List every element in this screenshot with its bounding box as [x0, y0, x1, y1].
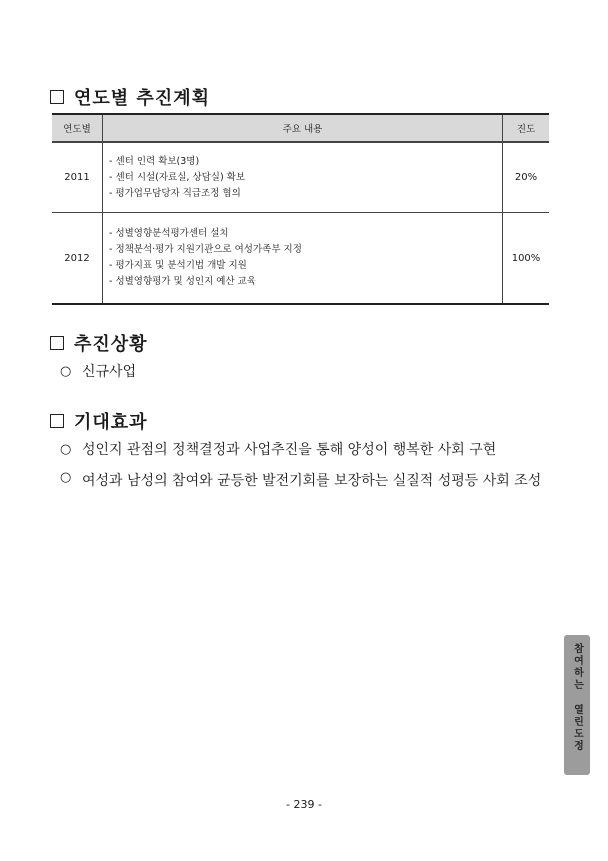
status-item-text: 신규사업	[82, 364, 137, 380]
content-item: - 평가지표 및 분석기법 개발 지원	[109, 260, 247, 271]
circle-bullet-icon: ○	[60, 470, 72, 485]
content-item: - 성별영향평가 및 성인지 예산 교육	[109, 276, 257, 287]
content-item: - 센터 인력 확보(3명)	[109, 155, 200, 167]
row-content	[103, 142, 503, 213]
side-tab-label: 참여하는 열린도정	[571, 643, 583, 752]
header-year: 연도별	[52, 114, 103, 142]
yearly-plan-table	[52, 113, 549, 305]
checkbox-square-icon	[50, 336, 64, 350]
effect-bullet	[60, 438, 550, 462]
table-header-row	[52, 114, 549, 142]
chapter-side-tab	[564, 635, 590, 775]
content-item: - 센터 시설(자료실, 상담실) 확보	[109, 171, 246, 183]
table-row	[52, 142, 549, 213]
checkbox-square-icon	[50, 90, 64, 104]
row-progress: 100%	[503, 213, 550, 305]
header-content: 주요 내용	[103, 114, 503, 142]
circle-bullet-icon: ○	[60, 364, 72, 379]
status-title-text: 추진상황	[74, 334, 148, 355]
row-content	[103, 213, 503, 305]
effect-section-title	[50, 408, 148, 434]
plan-section-title	[50, 84, 210, 110]
status-bullet	[60, 360, 136, 384]
content-item: - 정책분석·평가 지원기관으로 여성가족부 지정	[109, 244, 302, 255]
circle-bullet-icon: ○	[60, 442, 72, 457]
effect-item-text: 성인지 관점의 정책결정과 사업추진을 통해 양성이 행복한 사회 구현	[82, 442, 497, 458]
checkbox-square-icon	[50, 414, 64, 428]
row-year: 2011	[52, 142, 103, 213]
header-progress: 진도	[503, 114, 550, 142]
page-number: - 239 -	[286, 798, 322, 811]
table-row	[52, 213, 549, 305]
plan-title-text: 연도별 추진계획	[74, 88, 210, 109]
effect-title-text: 기대효과	[74, 412, 148, 433]
effect-bullet	[60, 466, 550, 496]
row-progress: 20%	[503, 142, 550, 213]
effect-item-text: 여성과 남성의 참여와 균등한 발전기회를 보장하는 실질적 성평등 사회 조성	[82, 473, 542, 489]
status-section-title	[50, 330, 148, 356]
row-year: 2012	[52, 213, 103, 305]
content-item: - 성별영향분석평가센터 설치	[109, 228, 229, 239]
content-item: - 평가업무담당자 직급조정 협의	[109, 187, 241, 199]
